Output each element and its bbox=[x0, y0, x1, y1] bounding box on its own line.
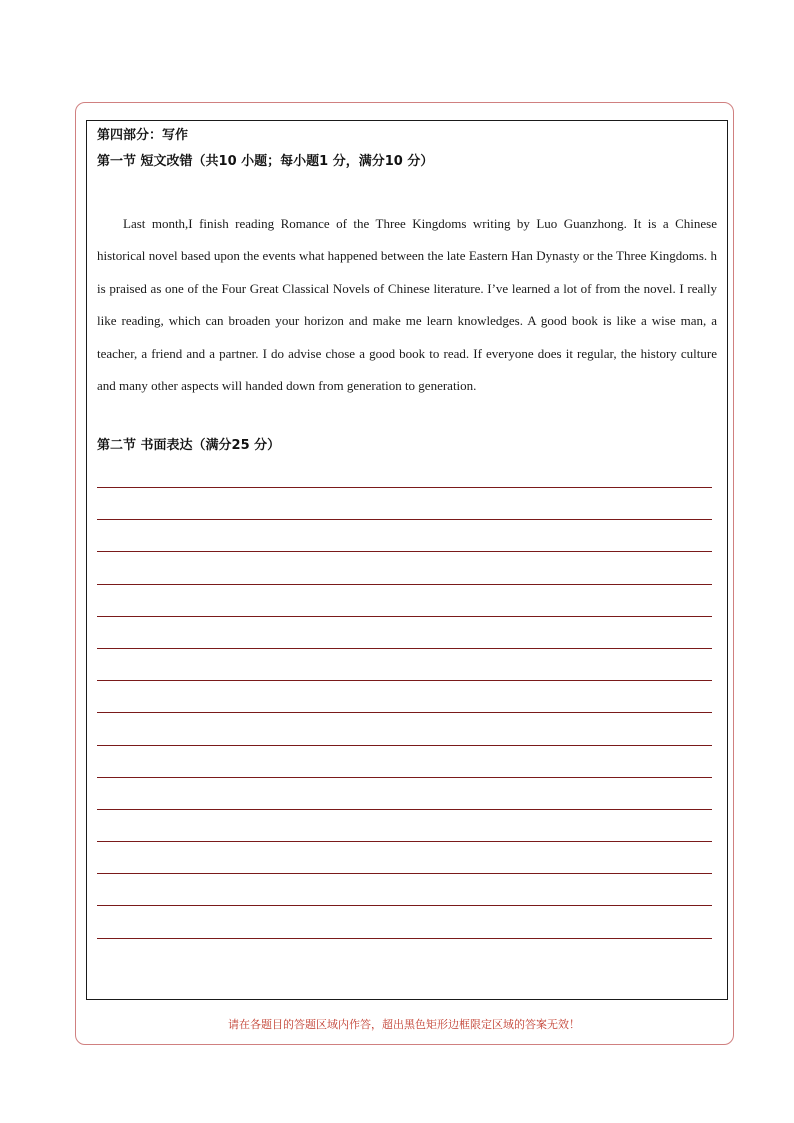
writing-line[interactable] bbox=[97, 585, 712, 617]
writing-line[interactable] bbox=[97, 842, 712, 874]
answer-area-box bbox=[86, 120, 728, 1000]
section2-title: 第二节 书面表达（满分25 分） bbox=[97, 438, 281, 453]
error-correction-passage: Last month,I finish reading Romance of the Three Kingdoms writing by Luo Guanzhong. It is a Chinese historical novel based upon the events what happened between the late Eastern Han Dynasty or the Three Kingdoms. h is praised as one of the Four Great Classical Novels of Chinese literature. I’ve learned a lot of from the novel. I really like reading, which can broaden your horizon and make me learn knowledges. A good book is like a wise man, a teacher, a friend and a partner. I do advise chose a good book to read. If everyone does it regular, the history culture and many other aspects will handed down from generation to generation. bbox=[97, 216, 717, 394]
writing-line[interactable] bbox=[97, 746, 712, 778]
section1-title: 第一节 短文改错（共10 小题；每小题1 分，满分10 分） bbox=[97, 154, 434, 169]
writing-line[interactable] bbox=[97, 874, 712, 906]
writing-area[interactable] bbox=[97, 487, 712, 939]
writing-line[interactable] bbox=[97, 520, 712, 552]
writing-line[interactable] bbox=[97, 906, 712, 938]
writing-line[interactable] bbox=[97, 649, 712, 681]
writing-line[interactable] bbox=[97, 617, 712, 649]
writing-line[interactable] bbox=[97, 488, 712, 520]
writing-line[interactable] bbox=[97, 713, 712, 745]
writing-line[interactable] bbox=[97, 552, 712, 584]
footer-warning: 请在各题目的答题区域内作答，超出黑色矩形边框限定区域的答案无效！ bbox=[228, 1018, 580, 1031]
writing-line[interactable] bbox=[97, 810, 712, 842]
writing-line[interactable] bbox=[97, 778, 712, 810]
writing-line[interactable] bbox=[97, 681, 712, 713]
part-title: 第四部分：写作 bbox=[97, 128, 189, 143]
